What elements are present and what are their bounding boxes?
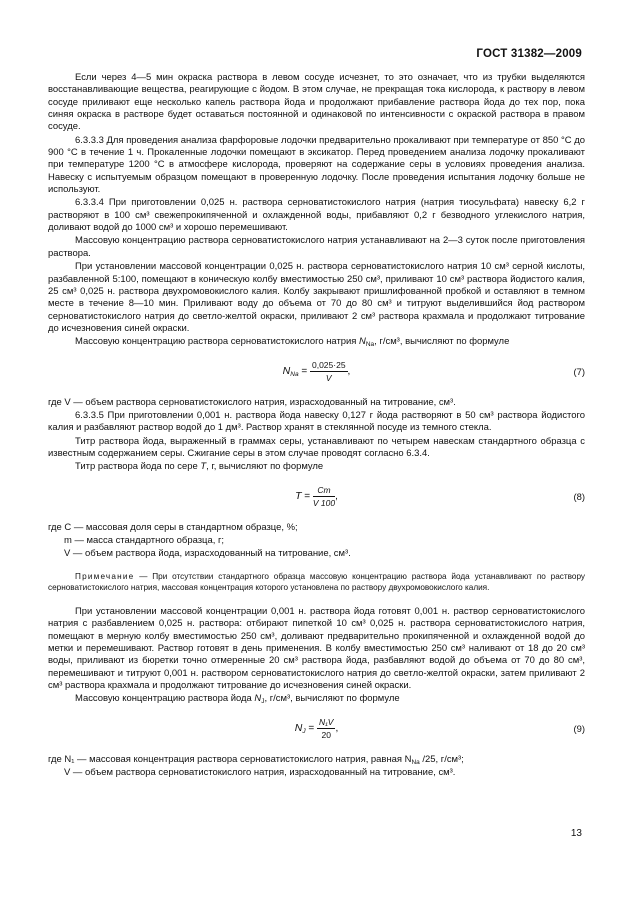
symbol: N [359, 336, 366, 348]
fraction [310, 359, 348, 384]
paragraph: Массовую концентрацию раствора серноватистокислого натрия устанавливают на 2—3 суток после приготовления раствора. [48, 235, 585, 259]
numerator: 0,025·25 [311, 359, 346, 370]
formula-8: T = $\frac{Cm}{V 100}$ , (8) [295, 484, 585, 508]
symbol: N [254, 693, 262, 705]
formula-number: (7) [573, 366, 585, 378]
denominator: 20 [321, 729, 331, 740]
paragraph: Титр раствора йода, выраженный в граммах серы, устанавливают по четырем навескам стандартного образца с известным содержанием серы. Сжигание серы в этом случае проводят согласно 6.3.4. [48, 435, 585, 459]
formula-lhs: $N_J$ [294, 721, 306, 735]
formula-legend: где C — массовая доля серы в стандартном образце, %; [48, 521, 298, 533]
paragraph-6-3-3-5: 6.3.3.5 При приготовлении 0,001 н. раствора йода навеску 0,127 г йода растворяют в 50 см³ раствора йодистого калия и разбавляют раствор водой до 1 дм³. Раствор хранят в стеклянной посуде из темного стекла. [48, 409, 585, 434]
formula-legend: V — объем раствора йода, израсходованный на титрование, см³. [64, 548, 351, 560]
text: Массовую концентрацию раствора серноватистокислого натрия [75, 336, 360, 348]
denominator: V 100 [312, 497, 336, 508]
denominator: V [325, 372, 332, 383]
formula-9: $N_J$ = $\frac{\text{N₁V}}{20}$ , (9) [294, 716, 585, 740]
paragraph-formula-intro: Массовую концентрацию раствора йода $N_J$, г/см³, вычисляют по формуле [75, 693, 400, 706]
formula-legend: где N₁ — массовая концентрация раствора серноватистокислого натрия, равная $N_{Na}$ /25, г/см³; [48, 753, 464, 766]
paragraph: При установлении массовой концентрации 0,025 н. раствора серноватистокислого натрия 10 см³ серной кислоты, разбавленной 5:100, помещают в коническую колбу вместимостью 250 см³, приливают 10 см³ раствора йодистого калия, 25 см³ 0,025 н. раствора двухромовокислого калия. Колбу закрывают пришлифованной пробкой и оставляют в темном месте в течение 8—10 мин. Приливают воду до объема от 70 до 80 см³ и титруют выделившийся йод раствором серноватистокислого натрия до светло-желтой окраски, приливают 2 см³ раствора крахмала и продолжают титрование до исчезновения синей окраски. [48, 261, 585, 334]
note [48, 571, 585, 593]
paragraph: При установлении массовой концентрации 0,001 н. раствора йода готовят 0,001 н. раствор серноватистокислого натрия с разбавлением 0,025 н. раствора: отбирают пипеткой 10 см³ 0,025 н. раствора серноватистокислого натрия, помещают в мерную колбу вместимостью 250 см³, доливают предварительно прокипяченной и охлажденной водой до метки и перемешивают. Раствор готовят в день применения. В колбу вместимостью 250 см³ наливают от 18 до 20 см³ воды, приливают из бюретки точно отмеренные 20 см³ раствора йода, разбавляют водой до объема от 70 до 80 см³, перемешивают и титруют 0,001 н. раствором серноватистокислого натрия до светло-желтой окраски, затем приливают 2 см³ раствора крахмала и продолжают титрование до исчезновения синей окраски. [48, 606, 585, 692]
page-number: 13 [570, 828, 582, 839]
numerator: Cm [313, 484, 335, 497]
symbol-subscript: Na [365, 341, 375, 349]
paragraph: Если через 4—5 мин окраска раствора в левом сосуде исчезнет, то это означает, что из трубки выделяются восстанавливающие вещества, реагирующие с йодом. В этом случае, не прекращая тока кислорода, к раствору в левом сосуде приливают еще несколько капель раствора йода и продолжают прибавление раствора йода до тех пор, пока синяя окраска в растворе будет оставаться постоянной и одинаковой по интенсивности с окраской раствора в правом сосуде. [48, 72, 585, 133]
paragraph-formula-intro: Титр раствора йода по сере T, г, вычисляют по формуле [75, 461, 324, 473]
fraction [317, 716, 336, 741]
paragraph-6-3-3-3: 6.3.3.3 Для проведения анализа фарфоровые лодочки предварительно прокаливают при температуре от 850 °С до 900 °С в течение 1 ч. Прокаленные лодочки помещают в эксикатор. Перед проведением анализа лодочку прокаливают при температуре 1200 °С в атмосфере кислорода, проверяют на содержание серы в условиях проведения анализа. Навеску с испытуемым образцом помещают в проверенную лодочку. После проведения испытания лодочку больше не используют. [48, 134, 585, 196]
paragraph-formula-intro [48, 336, 585, 348]
formula-7: $N_{Na}$ = $\frac{0,025\cdot 25}{V}$ , (7) [282, 359, 585, 383]
formula-legend: m — масса стандартного образца, г; [64, 534, 225, 546]
formula-number: (9) [573, 723, 585, 735]
formula-legend: V — объем раствора серноватистокислого натрия, израсходованный на титрование, см³. [64, 767, 456, 779]
document-code: ГОСТ 31382—2009 [476, 48, 582, 60]
text: , г/см³, вычисляют по формуле [374, 336, 510, 348]
page-body [48, 72, 585, 780]
formula-legend: где V — объем раствора серноватистокислого натрия, израсходованный на титрование, см³. [48, 396, 456, 408]
paragraph-6-3-3-4: 6.3.3.4 При приготовлении 0,025 н. раствора серноватистокислого натрия (натрия тиосульфата) навеску 6,2 г растворяют в 100 см³ свежепрокипяченной и охлажденной воды, прибавляют 0,2 г безводного углекислого натрия, доливают водой до 1000 см³ и хорошо перемешивают. [48, 197, 585, 234]
note-label: Примечание [75, 571, 135, 581]
formula-number: (8) [573, 491, 585, 503]
fraction [313, 484, 335, 509]
numerator: N₁V [318, 716, 334, 727]
formula-lhs: T [295, 489, 302, 502]
note-text: — При отсутствии стандартного образца массовую концентрацию раствора йода устанавливают по раствору серноватистокислого натрия, массовая концентрация которого установлена по раствору двухромовокислого калия. [48, 571, 585, 592]
symbol: T [200, 461, 207, 473]
formula-lhs: $N_{Na}$ [282, 364, 299, 378]
